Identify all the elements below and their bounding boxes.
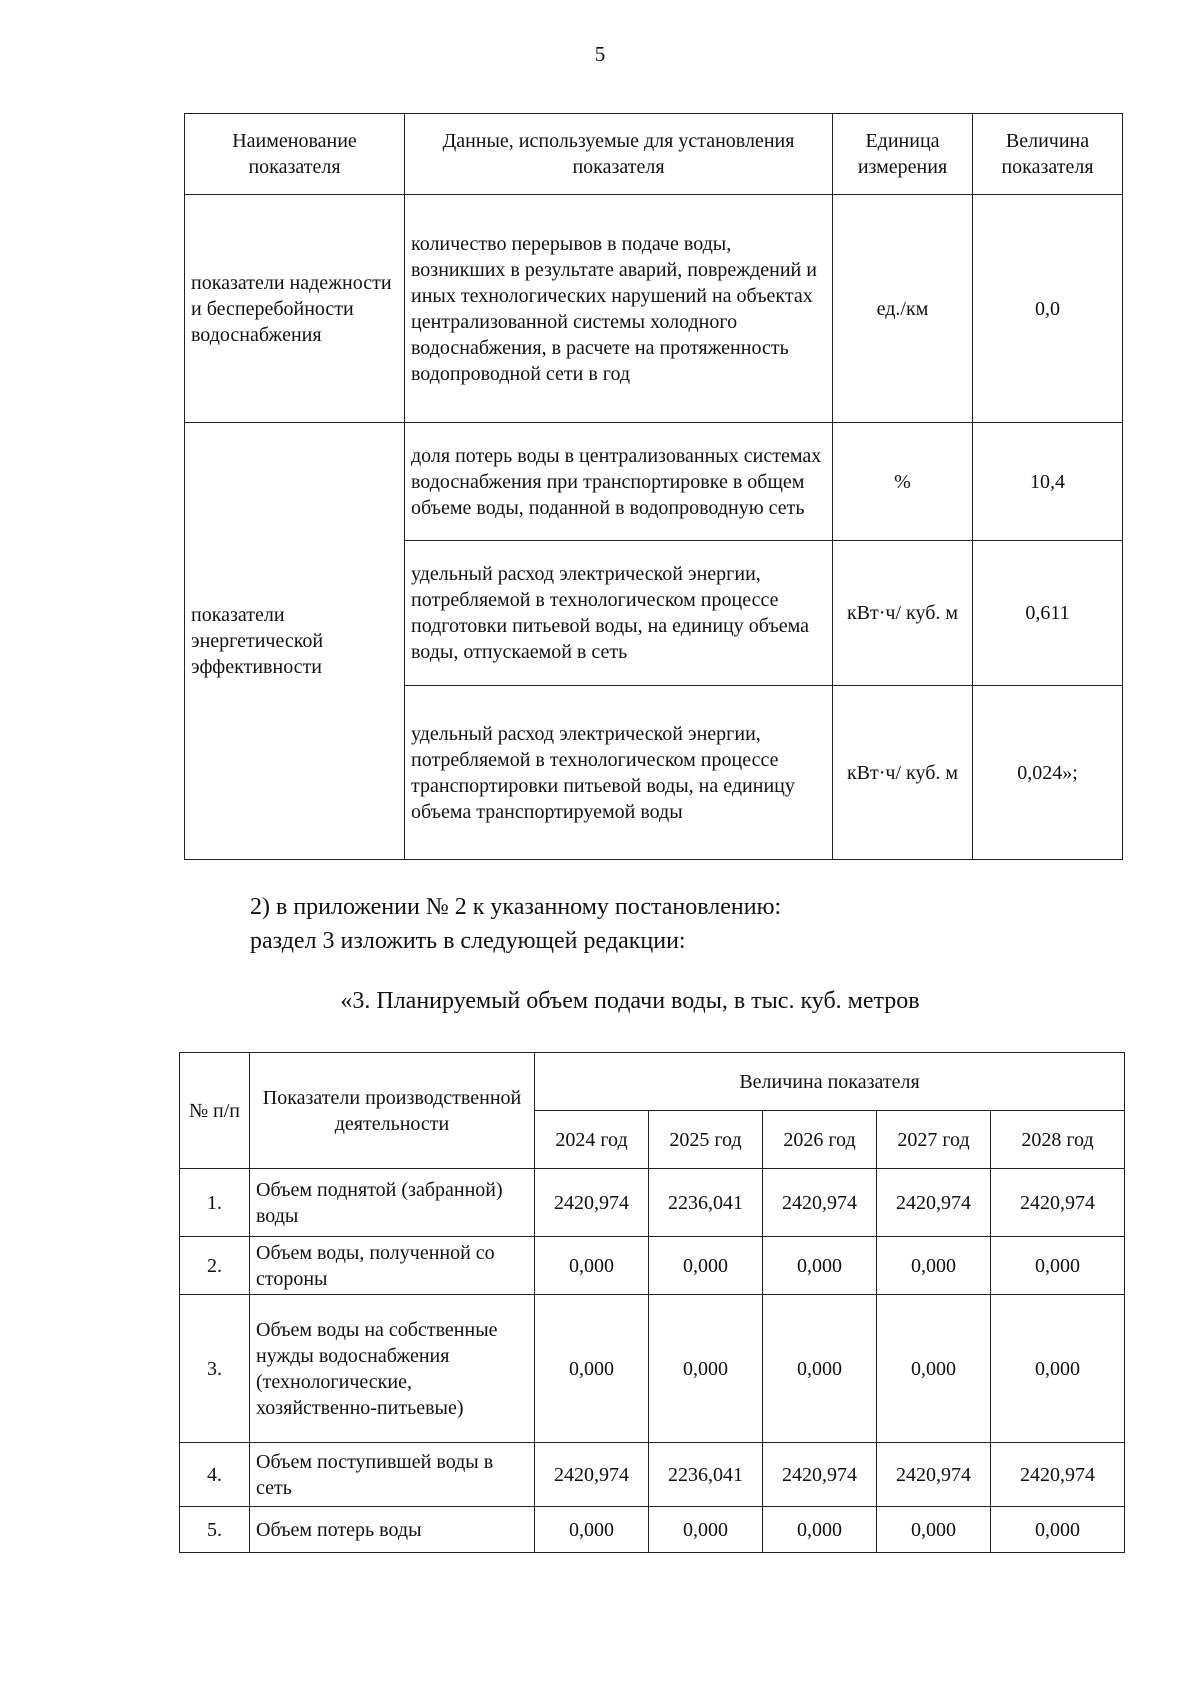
row-value: 0,000 xyxy=(649,1237,763,1295)
row-value: 0,000 xyxy=(877,1507,991,1553)
row-value: 2420,974 xyxy=(535,1443,649,1507)
paragraph-line-1: 2) в приложении № 2 к указанному постановлению: xyxy=(250,894,782,920)
table-row xyxy=(185,195,1123,423)
row-value: 0,000 xyxy=(535,1507,649,1553)
row-indicator-name: Объем воды, полученной со стороны xyxy=(250,1237,535,1295)
table-row xyxy=(180,1443,1125,1507)
header-value: Величина показателя xyxy=(973,114,1123,195)
indicator-unit: ед./км xyxy=(833,195,973,423)
header-number: № п/п xyxy=(180,1053,250,1169)
indicator-description: удельный расход электрической энергии, потребляемой в технологическом процессе транспортировки питьевой воды, на единицу объема транспортируемой воды xyxy=(405,686,833,860)
row-value: 0,000 xyxy=(991,1237,1125,1295)
row-value: 0,000 xyxy=(649,1507,763,1553)
row-indicator-name: Объем потерь воды xyxy=(250,1507,535,1553)
row-value: 2420,974 xyxy=(991,1169,1125,1237)
header-indicator-data: Данные, используемые для установления показателя xyxy=(405,114,833,195)
row-number: 4. xyxy=(180,1443,250,1507)
table-row xyxy=(180,1295,1125,1443)
indicator-value: 0,0 xyxy=(973,195,1123,423)
header-year: 2027 год xyxy=(877,1111,991,1169)
indicators-header-row xyxy=(185,114,1123,195)
row-indicator-name: Объем поступившей воды в сеть xyxy=(250,1443,535,1507)
row-value: 0,000 xyxy=(763,1237,877,1295)
row-value: 2420,974 xyxy=(877,1169,991,1237)
row-number: 2. xyxy=(180,1237,250,1295)
indicator-description: удельный расход электрической энергии, потребляемой в технологическом процессе подготовки питьевой воды, на единицу объема воды, отпускаемой в сеть xyxy=(405,541,833,686)
row-value: 0,000 xyxy=(763,1507,877,1553)
indicators-table xyxy=(184,113,1123,860)
table-row xyxy=(180,1237,1125,1295)
table-row xyxy=(185,423,1123,541)
indicator-description: количество перерывов в подаче воды, возникших в результате аварий, повреждений и иных технологических нарушений на объектах централизованной системы холодного водоснабжения, в расчете на протяженность водопроводной сети в год xyxy=(405,195,833,423)
indicator-value: 0,611 xyxy=(973,541,1123,686)
indicator-unit: кВт·ч/ куб. м xyxy=(833,541,973,686)
water-header-row xyxy=(180,1053,1125,1111)
row-indicator-name: Объем поднятой (забранной) воды xyxy=(250,1169,535,1237)
row-value: 0,000 xyxy=(763,1295,877,1443)
section-title: «3. Планируемый объем подачи воды, в тыс. куб. метров xyxy=(340,988,920,1014)
row-value: 0,000 xyxy=(877,1295,991,1443)
header-year: 2025 год xyxy=(649,1111,763,1169)
indicator-unit: кВт·ч/ куб. м xyxy=(833,686,973,860)
row-value: 2420,974 xyxy=(763,1443,877,1507)
row-value: 0,000 xyxy=(877,1237,991,1295)
row-number: 3. xyxy=(180,1295,250,1443)
table-row xyxy=(180,1169,1125,1237)
row-indicator-name: Объем воды на собственные нужды водоснабжения (технологические, хозяйственно-питьевые) xyxy=(250,1295,535,1443)
row-value: 2236,041 xyxy=(649,1169,763,1237)
row-value: 2420,974 xyxy=(535,1169,649,1237)
group-name-energy: показатели энергетической эффективности xyxy=(185,423,405,860)
header-year: 2026 год xyxy=(763,1111,877,1169)
row-value: 0,000 xyxy=(649,1295,763,1443)
indicator-value: 10,4 xyxy=(973,423,1123,541)
row-value: 2420,974 xyxy=(763,1169,877,1237)
header-production-indicators: Показатели производственной деятельности xyxy=(250,1053,535,1169)
header-year: 2028 год xyxy=(991,1111,1125,1169)
water-supply-table xyxy=(179,1052,1125,1553)
header-indicator-name: Наименование показателя xyxy=(185,114,405,195)
row-number: 5. xyxy=(180,1507,250,1553)
indicator-value: 0,024»; xyxy=(973,686,1123,860)
header-indicator-value: Величина показателя xyxy=(535,1053,1125,1111)
row-number: 1. xyxy=(180,1169,250,1237)
page-number: 5 xyxy=(594,42,606,66)
row-value: 2420,974 xyxy=(877,1443,991,1507)
row-value: 0,000 xyxy=(535,1237,649,1295)
row-value: 0,000 xyxy=(991,1507,1125,1553)
indicator-unit: % xyxy=(833,423,973,541)
group-name-reliability: показатели надежности и бесперебойности водоснабжения xyxy=(185,195,405,423)
indicator-description: доля потерь воды в централизованных системах водоснабжения при транспортировке в общем объеме воды, поданной в водопроводную сеть xyxy=(405,423,833,541)
paragraph-line-2: раздел 3 изложить в следующей редакции: xyxy=(250,928,686,954)
row-value: 2236,041 xyxy=(649,1443,763,1507)
row-value: 2420,974 xyxy=(991,1443,1125,1507)
table-row xyxy=(180,1507,1125,1553)
row-value: 0,000 xyxy=(535,1295,649,1443)
header-unit: Единица измерения xyxy=(833,114,973,195)
header-year: 2024 год xyxy=(535,1111,649,1169)
row-value: 0,000 xyxy=(991,1295,1125,1443)
